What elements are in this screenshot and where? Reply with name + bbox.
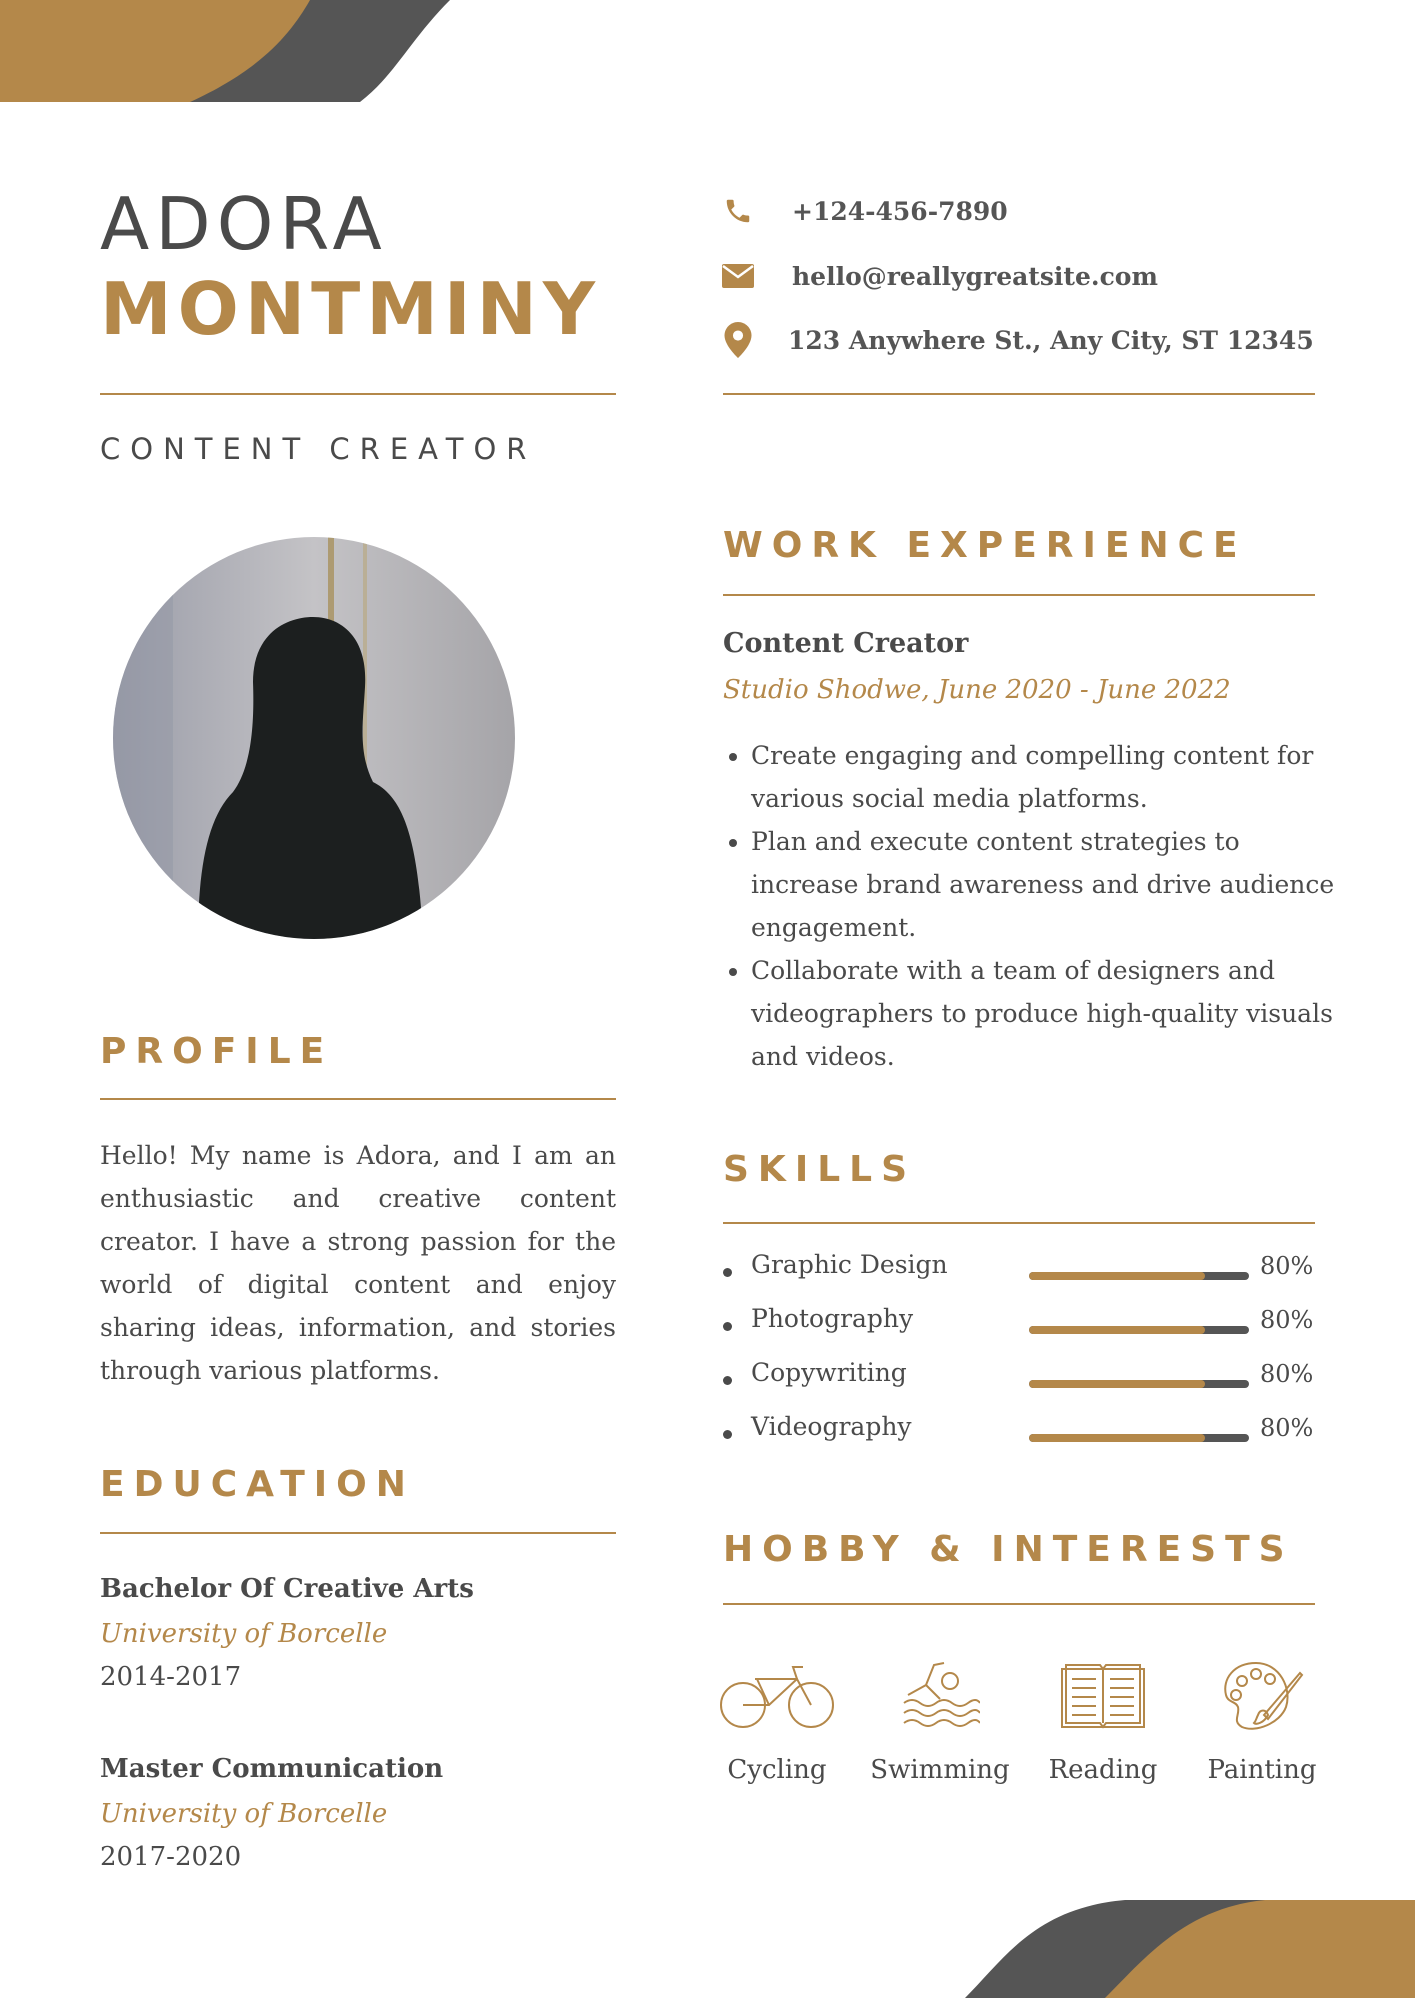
skill-bar-fill	[1029, 1380, 1205, 1388]
education-years: 2017-2020	[100, 1842, 242, 1872]
bicycle-icon	[707, 1655, 847, 1735]
swimmer-icon	[870, 1655, 1010, 1735]
work-experience-heading: WORK EXPERIENCE	[723, 525, 1247, 566]
skill-percent: 80%	[1260, 1252, 1314, 1280]
list-item: • Plan and execute content strategies to increase brand awareness and drive audience engagement.	[751, 820, 1351, 949]
skill-name: Photography	[751, 1304, 914, 1333]
skills-heading: SKILLS	[723, 1149, 917, 1190]
profile-text: Hello! My name is Adora, and I am an enthusiastic and creative content creator. I have a strong passion for the world of digital content and enjoy sharing ideas, information, and stories through various platforms.	[100, 1141, 616, 1385]
bullet	[723, 1268, 732, 1277]
last-name: MONTMINY	[100, 267, 602, 351]
skill-percent: 80%	[1260, 1306, 1314, 1334]
skill-bar	[1029, 1434, 1249, 1442]
phone-number: +124-456-7890	[792, 196, 1008, 226]
skill-bar-fill	[1029, 1434, 1205, 1442]
hobby-reading	[1033, 1655, 1173, 1785]
email-address: hello@reallygreatsite.com	[792, 261, 1158, 291]
hobby-label: Cycling	[727, 1755, 827, 1785]
skills-list	[723, 1250, 1323, 1466]
bullet	[723, 1322, 732, 1331]
list-item: • Create engaging and compelling content for various social media platforms.	[751, 734, 1351, 820]
skill-row	[723, 1358, 1323, 1412]
hobby-label: Swimming	[870, 1755, 1010, 1785]
first-name: ADORA	[100, 182, 388, 266]
palette-icon	[1192, 1655, 1332, 1735]
education-school: University of Borcelle	[100, 1619, 388, 1649]
skill-percent: 80%	[1260, 1414, 1314, 1442]
education-degree: Bachelor Of Creative Arts	[100, 1574, 474, 1604]
hobby-painting	[1192, 1655, 1332, 1785]
skill-percent: 80%	[1260, 1360, 1314, 1388]
hobbies-heading: HOBBY & INTERESTS	[723, 1529, 1294, 1570]
contact-address	[720, 322, 1314, 358]
bottom-corner-decoration	[965, 1898, 1415, 1998]
divider	[100, 393, 616, 395]
mail-icon	[720, 258, 756, 294]
open-book-icon	[1033, 1655, 1173, 1735]
top-corner-decoration	[0, 0, 450, 104]
hobby-label: Painting	[1207, 1755, 1317, 1785]
contact-phone	[720, 193, 1008, 229]
work-bullet-list	[723, 734, 1351, 1078]
skill-row	[723, 1412, 1323, 1466]
hobby-cycling	[707, 1655, 847, 1785]
skill-row	[723, 1304, 1323, 1358]
divider	[100, 1532, 616, 1534]
skill-bar	[1029, 1272, 1249, 1280]
skill-bar-fill	[1029, 1272, 1205, 1280]
divider	[723, 393, 1315, 395]
education-heading: EDUCATION	[100, 1464, 415, 1505]
divider	[723, 1222, 1315, 1224]
skill-name: Graphic Design	[751, 1250, 948, 1279]
street-address: 123 Anywhere St., Any City, ST 12345	[788, 325, 1314, 355]
job-role: Content Creator	[723, 628, 969, 659]
divider	[723, 1603, 1315, 1605]
divider	[723, 594, 1315, 596]
education-school: University of Borcelle	[100, 1799, 388, 1829]
skill-name: Videography	[751, 1412, 912, 1441]
job-company: Studio Shodwe, June 2020 - June 2022	[723, 675, 1231, 705]
hobby-swimming	[870, 1655, 1010, 1785]
skill-bar	[1029, 1326, 1249, 1334]
profile-heading: PROFILE	[100, 1031, 334, 1072]
job-title: CONTENT CREATOR	[100, 432, 537, 466]
location-pin-icon	[720, 322, 756, 358]
list-item: • Collaborate with a team of designers and videographers to produce high-quality visuals and videos.	[751, 949, 1351, 1078]
bullet	[723, 1376, 732, 1385]
contact-email	[720, 258, 1158, 294]
skill-bar-fill	[1029, 1326, 1205, 1334]
divider	[100, 1098, 616, 1100]
skill-bar	[1029, 1380, 1249, 1388]
skill-row	[723, 1250, 1323, 1304]
profile-photo	[113, 537, 515, 939]
education-years: 2014-2017	[100, 1662, 242, 1692]
phone-icon	[720, 193, 756, 229]
hobby-label: Reading	[1048, 1755, 1158, 1785]
education-degree: Master Communication	[100, 1754, 444, 1784]
bullet	[723, 1430, 732, 1439]
skill-name: Copywriting	[751, 1358, 907, 1387]
